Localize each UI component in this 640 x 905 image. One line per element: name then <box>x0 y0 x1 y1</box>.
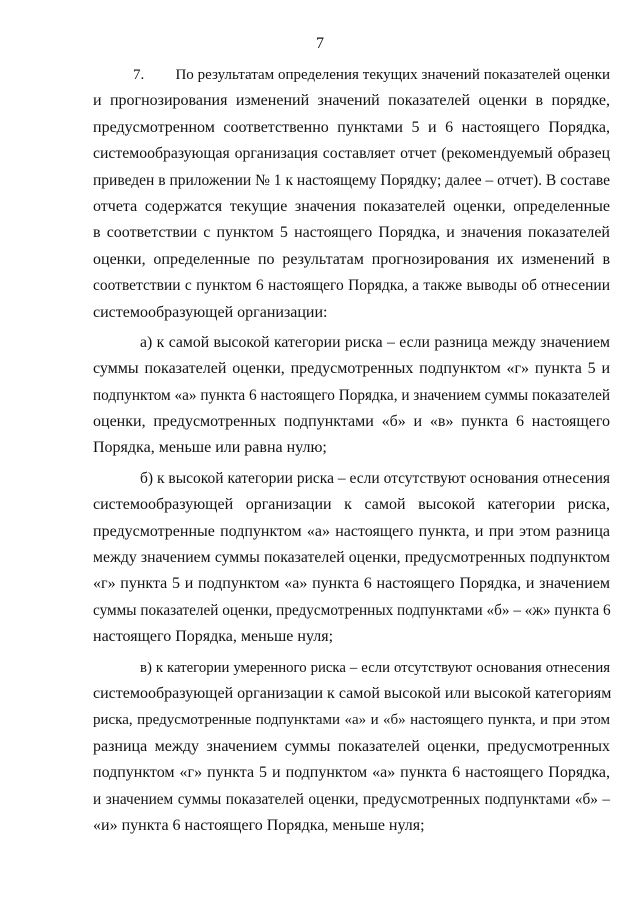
paragraph-line: подпунктом «а» пункта 6 настоящего Порядка, и значением суммы показателей <box>93 386 611 404</box>
paragraph-line: соответствии с пунктом 6 настоящего Порядка, а также выводы об отнесении <box>93 277 610 295</box>
paragraph-line: подпунктом «г» пункта 5 и подпунктом «а» пункта 6 настоящего Порядка, <box>93 764 610 782</box>
paragraph-line: разница между значением суммы показателей оценки, предусмотренных <box>93 737 610 755</box>
paragraph-line: в) к категории умеренного риска – если отсутствуют основания отнесения <box>140 659 610 676</box>
subparagraph-a <box>93 330 610 462</box>
paragraph-line: между значением суммы показателей оценки, предусмотренных подпунктом <box>93 549 610 567</box>
paragraph-line: системообразующей организации к самой высокой или высокой категориям <box>93 684 612 702</box>
paragraph-line: «и» пункта 6 настоящего Порядка, меньше нуля; <box>93 816 425 834</box>
paragraph-7 <box>93 62 610 326</box>
paragraph-line: Порядка, меньше или равна нулю; <box>93 439 327 457</box>
paragraph-line: суммы показателей оценки, предусмотренных подпунктами «б» – «ж» пункта 6 <box>93 601 611 619</box>
subparagraph-b <box>93 466 610 651</box>
page-number: 7 <box>316 35 324 52</box>
document-body <box>93 62 610 839</box>
paragraph-line: в соответствии с пунктом 5 настоящего Порядка, и значения показателей <box>93 224 610 242</box>
paragraph-line: предусмотренные подпунктом «а» настоящего пункта, и при этом разница <box>93 522 610 540</box>
paragraph-line: «г» пункта 5 и подпунктом «а» пункта 6 настоящего Порядка, и значением <box>93 575 610 593</box>
paragraph-line: и значением суммы показателей оценки, предусмотренных подпунктами «б» – <box>93 790 610 808</box>
subparagraph-v <box>93 655 610 840</box>
paragraph-line: системообразующей организации: <box>93 303 328 321</box>
paragraph-line: оценки, определенные по результатам прогнозирования их изменений в <box>93 250 610 268</box>
paragraph-line: риска, предусмотренные подпунктами «а» и «б» настоящего пункта, и при этом <box>93 712 610 729</box>
paragraph-line: б) к высокой категории риска – если отсутствуют основания отнесения <box>140 469 610 487</box>
paragraph-line: 7. По результатам определения текущих значений показателей оценки <box>133 67 610 83</box>
paragraph-line: отчета содержатся текущие значения показателей оценки, определенные <box>93 197 610 215</box>
paragraph-line: предусмотренном соответственно пунктами 5 и 6 настоящего Порядка, <box>93 118 610 136</box>
paragraph-line: и прогнозирования изменений значений показателей оценки в порядке, <box>93 92 610 110</box>
paragraph-line: системообразующая организация составляет отчет (рекомендуемый образец <box>93 145 610 163</box>
paragraph-line: системообразующей организации к самой высокой категории риска, <box>93 496 610 514</box>
paragraph-line: настоящего Порядка, меньше нуля; <box>93 628 334 646</box>
paragraph-line: приведен в приложении № 1 к настоящему Порядку; далее – отчет). В составе <box>93 171 610 189</box>
paragraph-line: а) к самой высокой категории риска – если разница между значением <box>140 333 610 351</box>
paragraph-line: суммы показателей оценки, предусмотренных подпунктом «г» пункта 5 и <box>93 360 610 378</box>
paragraph-line: оценки, предусмотренных подпунктами «б» и «в» пункта 6 настоящего <box>93 413 610 431</box>
